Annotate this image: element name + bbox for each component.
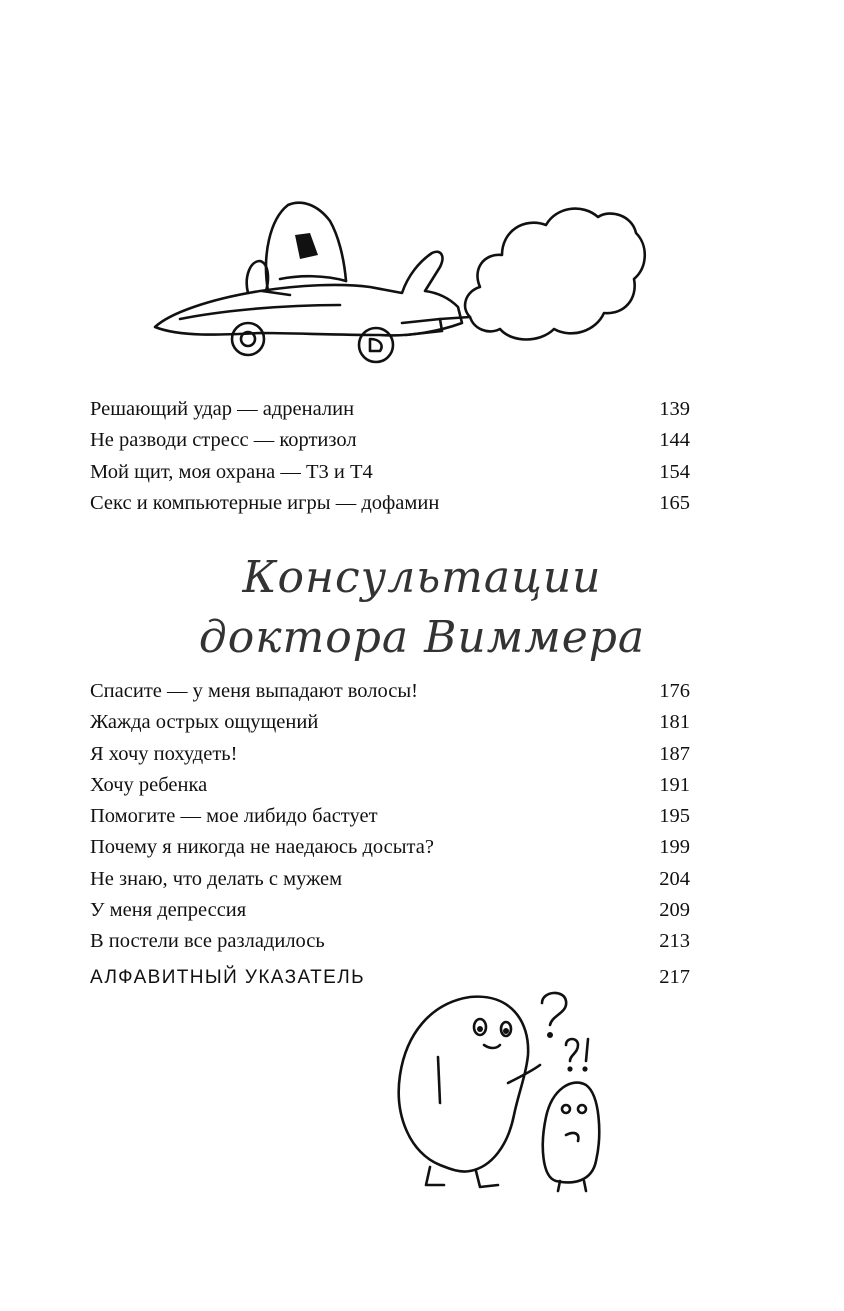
toc-entry[interactable] (90, 739, 690, 770)
toc-entry-page: 139 (659, 398, 690, 420)
toc-entry-title: Решающий удар — адреналин (90, 398, 355, 420)
toc-entry-title: У меня депрессия (90, 899, 247, 922)
toc-entry-page: 204 (659, 867, 690, 890)
toc-entry[interactable] (90, 707, 690, 738)
toc-list-consultations (90, 676, 690, 958)
toc-entry-title: Хочу ребенка (90, 773, 208, 796)
toc-entry-title: В постели все разладилось (90, 930, 325, 953)
toc-entry-page: 213 (659, 930, 690, 953)
toc-list-top (90, 394, 690, 519)
toc-entry-page: 181 (659, 711, 690, 734)
toc-entry[interactable] (90, 457, 690, 488)
toc-entry[interactable] (90, 770, 690, 801)
confused-characters-illustration (380, 985, 620, 1195)
section-heading-line-1: Консультации (242, 552, 602, 603)
toc-entry-title: Не знаю, что делать с мужем (90, 867, 343, 890)
toc-entry-page: 195 (659, 805, 690, 828)
toc-entry-title: Мой щит, моя охрана — Т3 и Т4 (90, 460, 373, 483)
toc-entry[interactable] (90, 676, 690, 707)
toc-entry[interactable] (90, 926, 690, 957)
toc-entry-title: Помогите — мое либидо бастует (90, 805, 378, 828)
index-entry-page: 217 (659, 966, 690, 988)
toc-entry[interactable] (90, 801, 690, 832)
toc-entry-page: 191 (659, 773, 690, 796)
toc-entry-page: 209 (659, 899, 690, 922)
section-heading (0, 548, 844, 668)
toc-entry-page: 144 (659, 429, 690, 452)
toc-entry-page: 154 (659, 460, 690, 483)
toc-entry-page: 176 (659, 680, 690, 702)
toc-entry-title: Спасите — у меня выпадают волосы! (90, 680, 418, 702)
toc-entry-title: Я хочу похудеть! (90, 742, 238, 765)
toc-entry[interactable] (90, 394, 690, 425)
toc-entry-title: Не разводи стресс — кортизол (90, 429, 357, 452)
toc-entry[interactable] (90, 832, 690, 863)
toc-entry-title: Жажда острых ощущений (90, 711, 319, 734)
toc-entry-page: 187 (659, 742, 690, 765)
toc-entry-page: 199 (659, 836, 690, 859)
index-entry-title: АЛФАВИТНЫЙ УКАЗАТЕЛЬ (90, 967, 365, 988)
toc-entry-page: 165 (659, 491, 690, 514)
toc-entry[interactable] (90, 425, 690, 456)
toc-entry[interactable] (90, 488, 690, 519)
toc-entry[interactable] (90, 895, 690, 926)
section-heading-line-2: доктора Виммера (198, 612, 646, 663)
racing-car-illustration (140, 195, 650, 370)
toc-entry[interactable] (90, 864, 690, 895)
toc-entry-title: Почему я никогда не наедаюсь досыта? (90, 836, 434, 859)
toc-entry-title: Секс и компьютерные игры — дофамин (90, 491, 440, 514)
